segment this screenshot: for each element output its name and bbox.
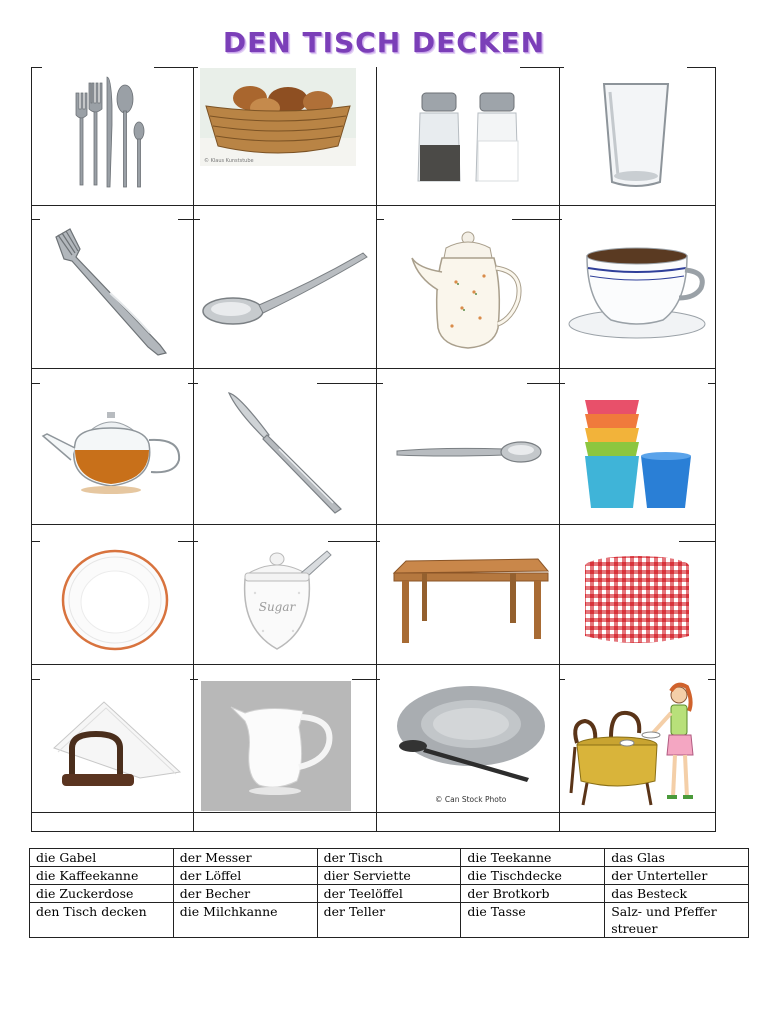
vocabulary-cell: der Messer [173,849,317,867]
vocabulary-cell: die Milchkanne [173,903,317,938]
vocabulary-cell: die Zuckerdose [30,885,174,903]
vocabulary-cell: das Besteck [605,885,749,903]
vocabulary-cell: der Becher [173,885,317,903]
bread-credit: © Klaus Kunststube [204,158,254,164]
vocabulary-cell: das Glas [605,849,749,867]
vocabulary-row [30,849,749,867]
vocabulary-cell: die Gabel [30,849,174,867]
saucer-spoon-icon [380,679,558,809]
picture-grid [31,67,716,832]
sugar-bowl-label: Sugar [258,600,296,614]
vocabulary-cell: der Teller [317,903,461,938]
grid-tick [190,679,198,680]
grid-tick [520,67,564,68]
vocabulary-cell: die Tischdecke [461,867,605,885]
tablecloth-icon [561,537,713,663]
stacked-cups-icon [561,383,713,523]
grid-tick [352,679,380,680]
bread-basket-icon [198,67,358,167]
vocabulary-cell: dier Serviette [317,867,461,885]
grid-divider [559,67,560,831]
vocabulary-cell: die Kaffeekanne [30,867,174,885]
vocabulary-cell: der Löffel [173,867,317,885]
vocabulary-table [29,848,749,938]
tea-liquid [75,450,149,484]
page-title: DEN TISCH DECKEN [222,26,546,59]
vocabulary-cell: der Brotkorb [461,885,605,903]
vocabulary-cell: der Tisch [317,849,461,867]
vocabulary-row [30,867,749,885]
grid-divider [32,524,715,525]
salt-pepper-shakers-icon [378,75,558,195]
fork-icon [40,217,190,367]
grid-tick [687,67,715,68]
grid-divider [32,812,715,813]
vocabulary-cell: der Teelöffel [317,885,461,903]
vocabulary-cell: die Tasse [461,903,605,938]
sugar-bowl-icon [196,541,374,661]
plate-icon [40,537,190,663]
glass-teapot-icon [38,383,190,523]
grid-tick [32,67,42,68]
grid-divider [32,368,715,369]
grid-tick [32,219,40,220]
napkin-holder-icon [38,679,190,809]
stock-photo-credit: © Can Stock Photo [435,795,507,804]
coffee-pot-icon [378,217,558,367]
table-icon [380,537,558,663]
grid-divider [376,67,377,831]
vocabulary-cell: Salz- und Pfeffer streuer [605,903,749,938]
grid-divider [32,205,715,206]
drinking-glass-icon [561,69,711,201]
grid-tick [32,541,40,542]
girl-setting-table-icon [561,679,713,811]
milk-jug-icon [200,681,352,811]
spoon-icon [196,217,374,367]
vocabulary-cell: den Tisch decken [30,903,174,938]
teaspoon-icon [378,383,558,523]
grid-divider [193,67,194,831]
grid-divider [32,664,715,665]
cup-saucer-icon [561,217,713,367]
vocabulary-cell: der Unterteller [605,867,749,885]
vocabulary-row [30,903,749,938]
knife-icon [196,383,374,523]
vocabulary-cell: die Teekanne [461,849,605,867]
vocabulary-row [30,885,749,903]
cutlery-icon [44,67,190,202]
